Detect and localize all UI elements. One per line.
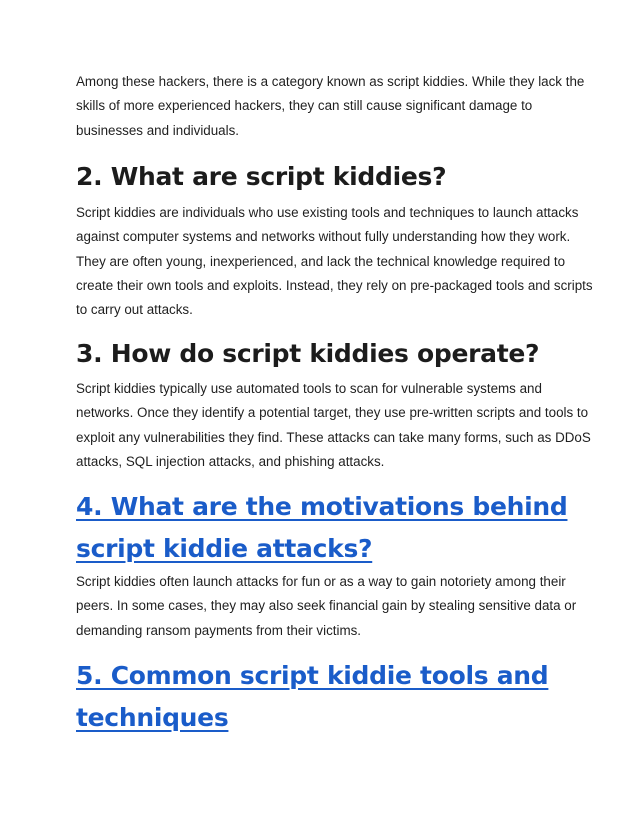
section-3-paragraph <box>76 377 591 474</box>
section-heading-motivations-link[interactable] <box>76 489 567 567</box>
heading-line[interactable]: script kiddie attacks? <box>76 534 373 563</box>
section-heading-tools-techniques-link[interactable] <box>76 658 548 736</box>
section-heading-what-are-script-kiddies: 2. What are script kiddies? <box>76 162 447 191</box>
paragraph-line: against computer systems and networks without fully understanding how they work. <box>76 229 571 245</box>
paragraph-line: Script kiddies are individuals who use existing tools and techniques to launch attacks <box>76 205 579 220</box>
section-heading-how-do-script-kiddies-operate: 3. How do script kiddies operate? <box>76 339 540 368</box>
paragraph-line: networks. Once they identify a potential target, they use pre-written scripts and tools to <box>76 405 589 421</box>
paragraph-line: attacks, SQL injection attacks, and phishing attacks. <box>76 453 385 469</box>
intro-line: skills of more experienced hackers, they can still cause significant damage to <box>76 98 533 114</box>
paragraph-line: Script kiddies often launch attacks for fun or as a way to gain notoriety among their <box>76 574 566 589</box>
intro-line: businesses and individuals. <box>76 122 240 138</box>
heading-line[interactable]: 4. What are the motivations behind <box>76 492 568 521</box>
section-4-paragraph <box>76 570 576 643</box>
paragraph-line: create their own tools and exploits. Instead, they rely on pre-packaged tools and scripts <box>76 277 593 293</box>
intro-line: Among these hackers, there is a category known as script kiddies. While they lack the <box>76 74 585 89</box>
paragraph-line: demanding ransom payments from their victims. <box>76 622 362 638</box>
intro-paragraph <box>76 70 585 143</box>
paragraph-line: They are often young, inexperienced, and lack the technical knowledge required to <box>76 253 566 269</box>
paragraph-line: peers. In some cases, they may also seek financial gain by stealing sensitive data or <box>76 598 577 614</box>
paragraph-line: Script kiddies typically use automated tools to scan for vulnerable systems and <box>76 381 542 396</box>
paragraph-line: exploit any vulnerabilities they find. These attacks can take many forms, such as DDoS <box>76 429 591 445</box>
heading-line[interactable]: techniques <box>76 703 229 732</box>
heading-line[interactable]: 5. Common script kiddie tools and <box>76 661 549 690</box>
paragraph-line: to carry out attacks. <box>76 302 193 318</box>
section-2-paragraph <box>76 201 593 322</box>
